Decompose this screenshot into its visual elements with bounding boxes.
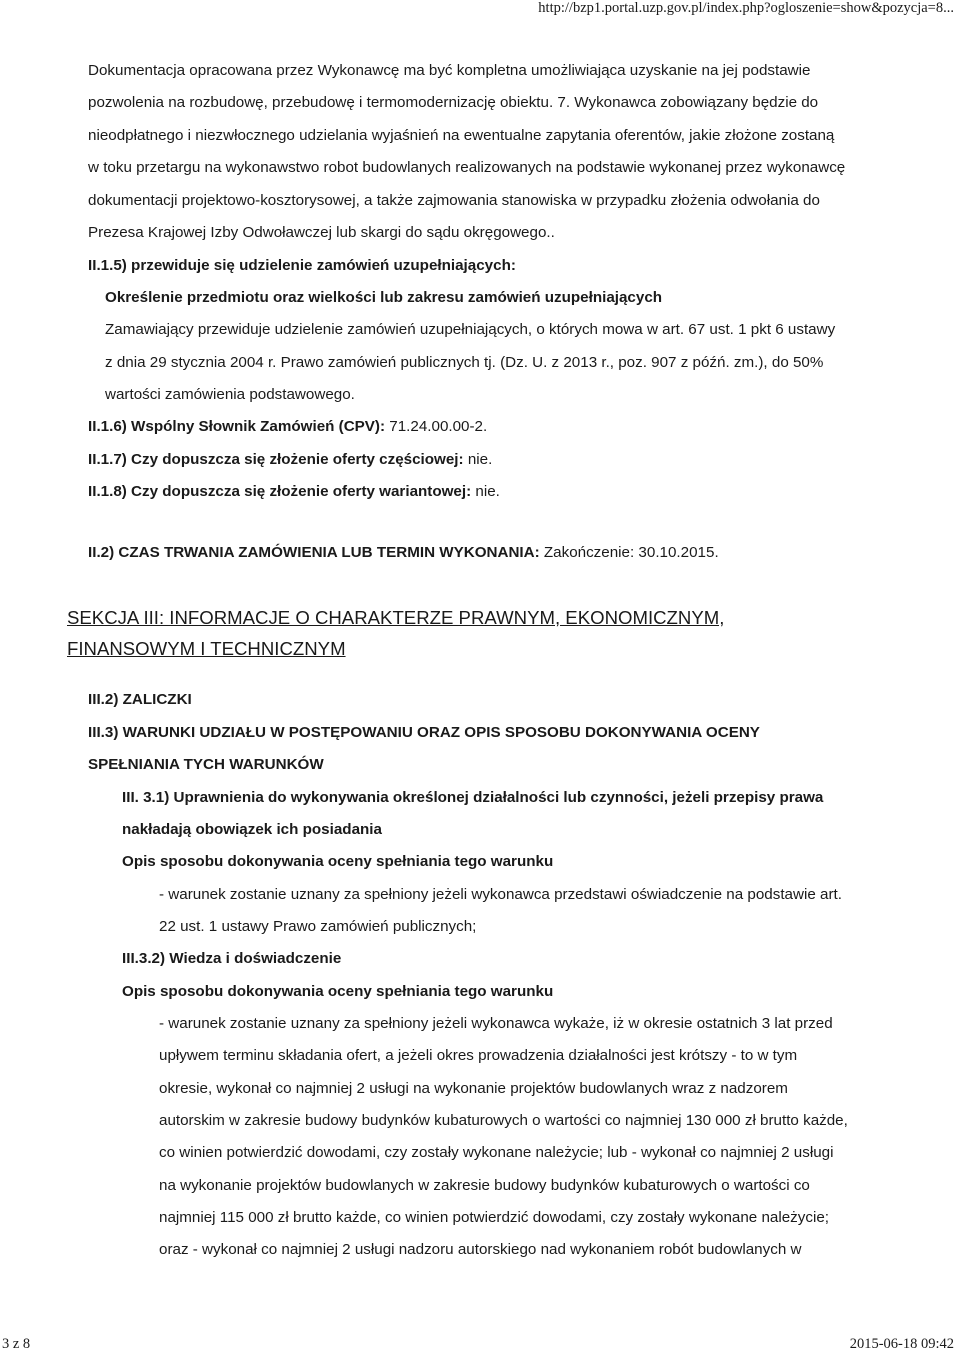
print-datetime: 2015-06-18 09:42 bbox=[849, 1336, 954, 1352]
intro-line: nieodpłatnego i niezwłocznego udzielania wyjaśnień na ewentualne zapytania oferentów, jakie złożone zostaną bbox=[88, 127, 835, 144]
intro-line: pozwolenia na rozbudowę, przebudowę i termomodernizację obiektu. 7. Wykonawca zobowiązany będzie do bbox=[88, 94, 819, 111]
paragraph-line: 22 ust. 1 ustawy Prawo zamówień publicznych; bbox=[159, 918, 477, 935]
paragraph-line: autorskim w zakresie budowy budynków kubaturowych o wartości co najmniej 130 000 zł brutto każde, bbox=[159, 1112, 848, 1129]
section-heading-iii-3-2: III.3.2) Wiedza i doświadczenie bbox=[122, 950, 342, 967]
subheading: Opis sposobu dokonywania oceny spełniania tego warunku bbox=[122, 853, 554, 870]
paragraph-line: z dnia 29 stycznia 2004 r. Prawo zamówień publicznych tj. (Dz. U. z 2013 r., poz. 907 z późń. zm.), do 50% bbox=[105, 354, 824, 371]
page-url: http://bzp1.portal.uzp.gov.pl/index.php?ogloszenie=show&pozycja=8... bbox=[538, 0, 954, 16]
section-heading-iii-3: III.3) WARUNKI UDZIAŁU W POSTĘPOWANIU ORAZ OPIS SPOSOBU DOKONYWANIA OCENY bbox=[88, 724, 760, 741]
section-heading-iii-3-1: nakładają obowiązek ich posiadania bbox=[122, 821, 382, 838]
paragraph-line: - warunek zostanie uznany za spełniony jeżeli wykonawca przedstawi oświadczenie na podstawie art. bbox=[159, 886, 842, 903]
field-value: nie. bbox=[471, 483, 500, 500]
field-value: Zakończenie: 30.10.2015. bbox=[539, 544, 719, 561]
subheading: Opis sposobu dokonywania oceny spełniania tego warunku bbox=[122, 983, 554, 1000]
paragraph-line: wartości zamówienia podstawowego. bbox=[105, 386, 355, 403]
paragraph-line: na wykonanie projektów budowlanych w zakresie budowy budynków kubaturowych o wartości co bbox=[159, 1177, 810, 1194]
intro-line: Dokumentacja opracowana przez Wykonawcę ma być kompletna umożliwiająca uzyskanie na jej podstawie bbox=[88, 62, 811, 79]
field-partial-offer bbox=[88, 451, 492, 469]
field-label: II.1.6) Wspólny Słownik Zamówień (CPV): bbox=[88, 418, 386, 435]
section-heading-iii-3: SPEŁNIANIA TYCH WARUNKÓW bbox=[88, 756, 324, 773]
paragraph-line: oraz - wykonał co najmniej 2 usługi nadzoru autorskiego nad wykonaniem robót budowlanych w bbox=[159, 1241, 802, 1258]
field-duration bbox=[88, 544, 719, 562]
intro-line: dokumentacji projektowo-kosztorysowej, a także zajmowania stanowiska w przypadku złożenia odwołania do bbox=[88, 192, 820, 209]
intro-line: Prezesa Krajowej Izby Odwoławczej lub skargi do sądu okręgowego.. bbox=[88, 224, 555, 241]
section-title-line: SEKCJA III: INFORMACJE O CHARAKTERZE PRAWNYM, EKONOMICZNYM, bbox=[67, 607, 725, 628]
section-heading-iii-2: III.2) ZALICZKI bbox=[88, 691, 192, 708]
paragraph-line: upływem terminu składania ofert, a jeżeli okres prowadzenia działalności jest krótszy - to w tym bbox=[159, 1047, 798, 1064]
field-label: II.1.7) Czy dopuszcza się złożenie oferty częściowej: bbox=[88, 451, 464, 468]
field-label: II.2) CZAS TRWANIA ZAMÓWIENIA LUB TERMIN WYKONANIA: bbox=[88, 544, 540, 561]
field-cpv bbox=[88, 418, 487, 436]
field-value: nie. bbox=[463, 451, 493, 468]
paragraph-line: - warunek zostanie uznany za spełniony jeżeli wykonawca wykaże, iż w okresie ostatnich 3 lat przed bbox=[159, 1015, 833, 1032]
intro-line: w toku przetargu na wykonawstwo robot budowlanych realizowanych na podstawie wykonanej przez wykonawcę bbox=[88, 159, 846, 176]
field-value: 71.24.00.00-2. bbox=[385, 418, 488, 435]
field-label: II.1.8) Czy dopuszcza się złożenie oferty wariantowej: bbox=[88, 483, 472, 500]
paragraph-line: Zamawiający przewiduje udzielenie zamówień uzupełniających, o których mowa w art. 67 ust. 1 pkt 6 ustawy bbox=[105, 321, 836, 338]
subheading: Określenie przedmiotu oraz wielkości lub zakresu zamówień uzupełniających bbox=[105, 289, 663, 306]
section-title-line: FINANSOWYM I TECHNICZNYM bbox=[67, 638, 346, 659]
section-heading-iii-3-1: III. 3.1) Uprawnienia do wykonywania określonej działalności lub czynności, jeżeli przepisy prawa bbox=[122, 789, 824, 806]
field-variant-offer bbox=[88, 483, 500, 501]
page-number: 3 z 8 bbox=[2, 1336, 31, 1352]
section-heading-ii-1-5: II.1.5) przewiduje się udzielenie zamówień uzupełniających: bbox=[88, 257, 516, 274]
paragraph-line: co winien potwierdzić dowodami, czy zostały wykonane należycie; lub - wykonał co najmniej 2 usługi bbox=[159, 1144, 834, 1161]
paragraph-line: najmniej 115 000 zł brutto każde, co winien potwierdzić dowodami, czy zostały wykonane należycie; bbox=[159, 1209, 829, 1226]
paragraph-line: okresie, wykonał co najmniej 2 usługi na wykonanie projektów budowlanych wraz z nadzorem bbox=[159, 1080, 788, 1097]
